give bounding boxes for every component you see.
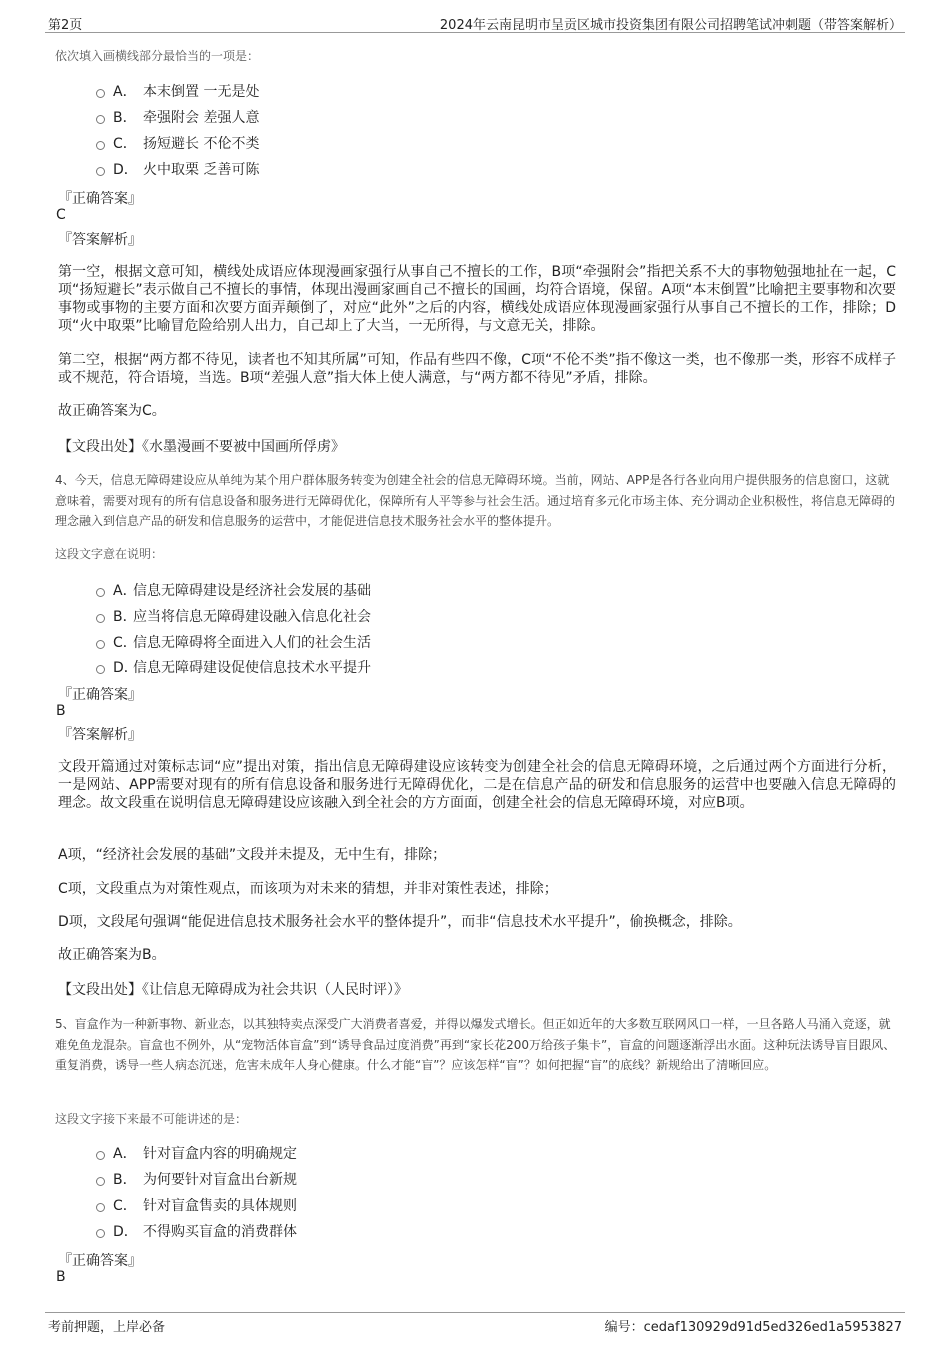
q5-option-a[interactable]: [96, 1143, 297, 1163]
code-label: 编号：: [604, 1320, 644, 1335]
option-text: 信息无障碍建设是经济社会发展的基础: [133, 583, 371, 599]
option-text: 本末倒置 一无是处: [143, 84, 260, 100]
q4-option-b[interactable]: [96, 606, 371, 626]
q3-answer-value: C: [56, 207, 66, 223]
option-text: 应当将信息无障碍建设融入信息化社会: [133, 609, 371, 625]
option-text: 为何要针对盲盒出台新规: [143, 1172, 297, 1188]
q5-option-c[interactable]: [96, 1195, 297, 1215]
radio-icon[interactable]: [96, 614, 105, 623]
q4-ask: 这段文字意在说明：: [55, 547, 164, 561]
radio-icon[interactable]: [96, 141, 105, 150]
q4-analysis-a: A项，“经济社会发展的基础”文段并未提及，无中生有，排除；: [58, 847, 447, 863]
q3-option-b[interactable]: [96, 107, 259, 127]
q4-conclusion: 故正确答案为B。: [58, 947, 166, 963]
option-letter: D．: [113, 660, 138, 676]
page-footer: [45, 1312, 905, 1335]
option-letter: C．: [113, 635, 137, 651]
q5-option-d[interactable]: [96, 1221, 297, 1241]
option-letter: D．: [113, 1224, 138, 1240]
option-letter: A．: [113, 583, 137, 599]
q5-answer-value: B: [56, 1269, 66, 1285]
option-text: 信息无障碍将全面进入人们的社会生活: [133, 635, 371, 651]
q3-analysis-label: 『答案解析』: [58, 232, 142, 248]
option-text: 牵强附会 差强人意: [143, 110, 260, 126]
option-letter: C．: [113, 136, 137, 152]
radio-icon[interactable]: [96, 1203, 105, 1212]
q5-ask: 这段文字接下来最不可能讲述的是：: [55, 1112, 248, 1126]
radio-icon[interactable]: [96, 115, 105, 124]
option-letter: D．: [113, 162, 138, 178]
option-letter: B．: [113, 110, 137, 126]
option-letter: C．: [113, 1198, 137, 1214]
q3-ask: 依次填入画横线部分最恰当的一项是：: [55, 49, 260, 63]
document-title: 2024年云南昆明市呈贡区城市投资集团有限公司招聘笔试冲刺题（带答案解析）: [439, 18, 902, 33]
q4-analysis-paragraph-1: 文段开篇通过对策标志词“应”提出对策，指出信息无障碍建设应该转变为创建全社会的信息无障碍环境，之后通过两个方面进行分析，一是网站、APP需要对现有的所有信息设备和服务进行无障碍优化，二是在信息产品的研发和信息服务的运营中也要融入信息无障碍的理念。故文段重在说明信息无障碍建设应该融入到全社会的方方面面，创建全社会的信息无障碍环境，对应B项。: [58, 759, 896, 811]
q4-analysis-c: C项，文段重点为对策性观点，而该项为对未来的猜想，并非对策性表述，排除；: [58, 881, 558, 897]
radio-icon[interactable]: [96, 167, 105, 176]
q4-analysis-label: 『答案解析』: [58, 727, 142, 743]
option-text: 扬短避长 不伦不类: [143, 136, 260, 152]
option-letter: A．: [113, 84, 137, 100]
q4-option-d[interactable]: [96, 657, 371, 677]
q4-option-a[interactable]: [96, 580, 371, 600]
q3-analysis-paragraph-2: 第二空，根据“两方都不待见，读者也不知其所属”可知，作品有些四不像，C项“不伦不类”指不像这一类，也不像那一类，形容不成样子或不规范，符合语境，当选。B项“差强人意”指大体上使人满意，与“两方都不待见”矛盾，排除。: [58, 352, 896, 386]
option-text: 信息无障碍建设促使信息技术水平提升: [133, 660, 371, 676]
q4-passage: 4、今天，信息无障碍建设应从单纯为某个用户群体服务转变为创建全社会的信息无障碍环境。当前，网站、APP是各行各业向用户提供服务的信息窗口，这就意味着，需要对现有的所有信息设备和服务进行无障碍优化，保障所有人平等参与社会生活。通过培育多元化市场主体、充分调动企业积极性，将信息无障碍的理念融入到信息产品的研发和信息服务的运营中，才能促进信息技术服务社会水平的整体提升。: [55, 473, 896, 528]
q3-answer-label: 『正确答案』: [58, 191, 142, 207]
code-value: cedaf130929d91d5ed326ed1a5953827: [643, 1320, 902, 1335]
q4-source: 【文段出处】《让信息无障碍成为社会共识（人民时评）》: [58, 982, 408, 998]
radio-icon[interactable]: [96, 1151, 105, 1160]
q4-answer-value: B: [56, 703, 66, 719]
option-text: 不得购买盲盒的消费群体: [143, 1224, 297, 1240]
radio-icon[interactable]: [96, 1229, 105, 1238]
q3-option-d[interactable]: [96, 159, 259, 179]
option-letter: B．: [113, 1172, 137, 1188]
option-letter: A．: [113, 1146, 137, 1162]
option-letter: B．: [113, 609, 137, 625]
page-header: [45, 12, 905, 33]
q3-analysis-paragraph-1: 第一空，根据文意可知，横线处成语应体现漫画家强行从事自己不擅长的工作，B项“牵强附会”指把关系不大的事物勉强地扯在一起，C项“扬短避长”表示做自己不擅长的事情，体现出漫画家画自己不擅长的国画，均符合语境，保留。A项“本末倒置”比喻把主要事物和次要事物或事物的主要方面和次要方面弄颠倒了，对应“此外”之后的内容，横线处成语应体现漫画家强行从事自己不擅长的工作，排除；D项“火中取栗”比喻冒危险给别人出力，自己却上了大当，一无所得，与文意无关，排除。: [58, 264, 896, 334]
radio-icon[interactable]: [96, 640, 105, 649]
option-text: 针对盲盒售卖的具体规则: [143, 1198, 297, 1214]
page-number: 第2页: [48, 18, 83, 33]
q4-option-c[interactable]: [96, 632, 371, 652]
q4-analysis-d: D项，文段尾句强调“能促进信息技术服务社会水平的整体提升”，而非“信息技术水平提升”，偷换概念，排除。: [58, 914, 742, 930]
q3-source: 【文段出处】《水墨漫画不要被中国画所俘虏》: [58, 439, 345, 455]
radio-icon[interactable]: [96, 665, 105, 674]
q3-conclusion: 故正确答案为C。: [58, 403, 166, 419]
q5-option-b[interactable]: [96, 1169, 297, 1189]
q5-answer-label: 『正确答案』: [58, 1253, 142, 1269]
radio-icon[interactable]: [96, 588, 105, 597]
radio-icon[interactable]: [96, 89, 105, 98]
option-text: 针对盲盒内容的明确规定: [143, 1146, 297, 1162]
document-code: [605, 1316, 902, 1335]
q5-passage: 5、盲盒作为一种新事物、新业态，以其独特卖点深受广大消费者喜爱，并得以爆发式增长。但正如近年的大多数互联网风口一样，一旦各路人马涌入竞逐，就难免鱼龙混杂。盲盒也不例外，从“宠物活体盲盒”到“诱导食品过度消费”再到“家长花200万给孩子集卡”，盲盒的问题逐渐浮出水面。这种玩法诱导盲目跟风、重复消费，诱导一些人病态沉迷，危害未成年人身心健康。什么才能“盲”？应该怎样“盲”？如何把握“盲”的底线？新规给出了清晰回应。: [55, 1017, 896, 1072]
radio-icon[interactable]: [96, 1177, 105, 1186]
q3-option-a[interactable]: [96, 81, 259, 101]
option-text: 火中取栗 乏善可陈: [143, 162, 260, 178]
q4-answer-label: 『正确答案』: [58, 687, 142, 703]
q3-option-c[interactable]: [96, 133, 259, 153]
footer-slogan: 考前押题，上岸必备: [48, 1320, 166, 1335]
